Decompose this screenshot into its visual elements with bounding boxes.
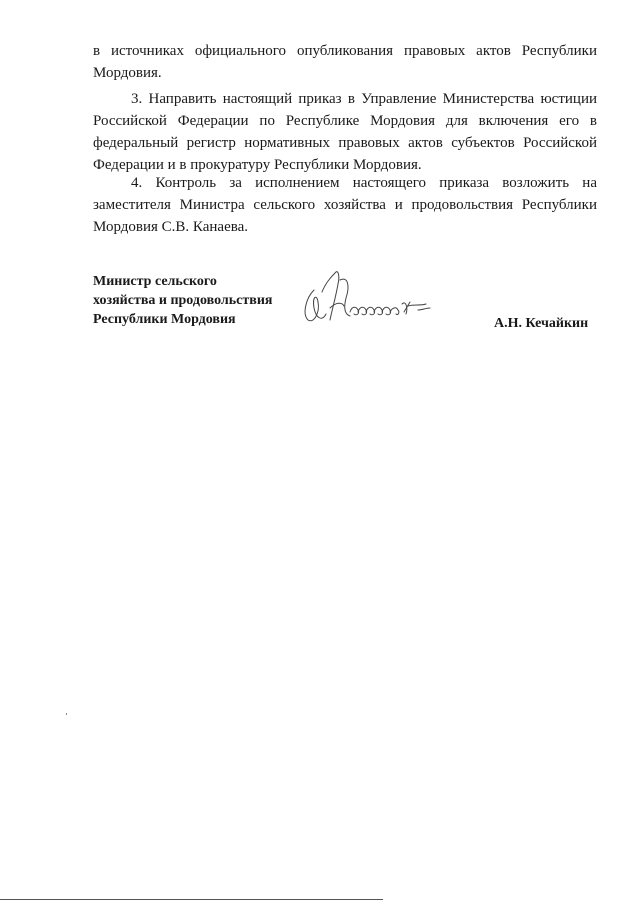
text-line: в источниках официального опубликования правовых актов Республики	[93, 43, 597, 59]
signatory-title	[93, 272, 272, 329]
signatory-name: А.Н. Кечайкин	[494, 316, 589, 331]
paragraph-3-registration	[93, 88, 597, 176]
paragraph-4-control	[93, 172, 597, 238]
text-line: Российской Федерации по Республике Мордовия для включения его в	[93, 113, 597, 129]
text-line: Федерации и в прокуратуру Республики Мордовия.	[93, 157, 422, 173]
scan-speck	[66, 713, 67, 715]
text-line: Мордовия.	[93, 65, 162, 81]
text-line: федеральный регистр нормативных правовых актов субъектов Российской	[93, 135, 597, 151]
text-line: заместителя Министра сельского хозяйства и продовольствия Республики	[93, 197, 597, 213]
text-line: Мордовия С.В. Канаева.	[93, 219, 249, 235]
handwritten-signature	[292, 262, 442, 332]
signatory-title-line: Республики Мордовия	[93, 312, 236, 327]
text-line: 4. Контроль за исполнением настоящего приказа возложить на	[131, 175, 597, 191]
footer-rule	[0, 899, 383, 900]
signatory-title-line: хозяйства и продовольствия	[93, 293, 273, 308]
paragraph-publication	[93, 40, 597, 84]
text-line: 3. Направить настоящий приказ в Управление Министерства юстиции	[131, 91, 597, 107]
signatory-title-line: Министр сельского	[93, 274, 217, 289]
